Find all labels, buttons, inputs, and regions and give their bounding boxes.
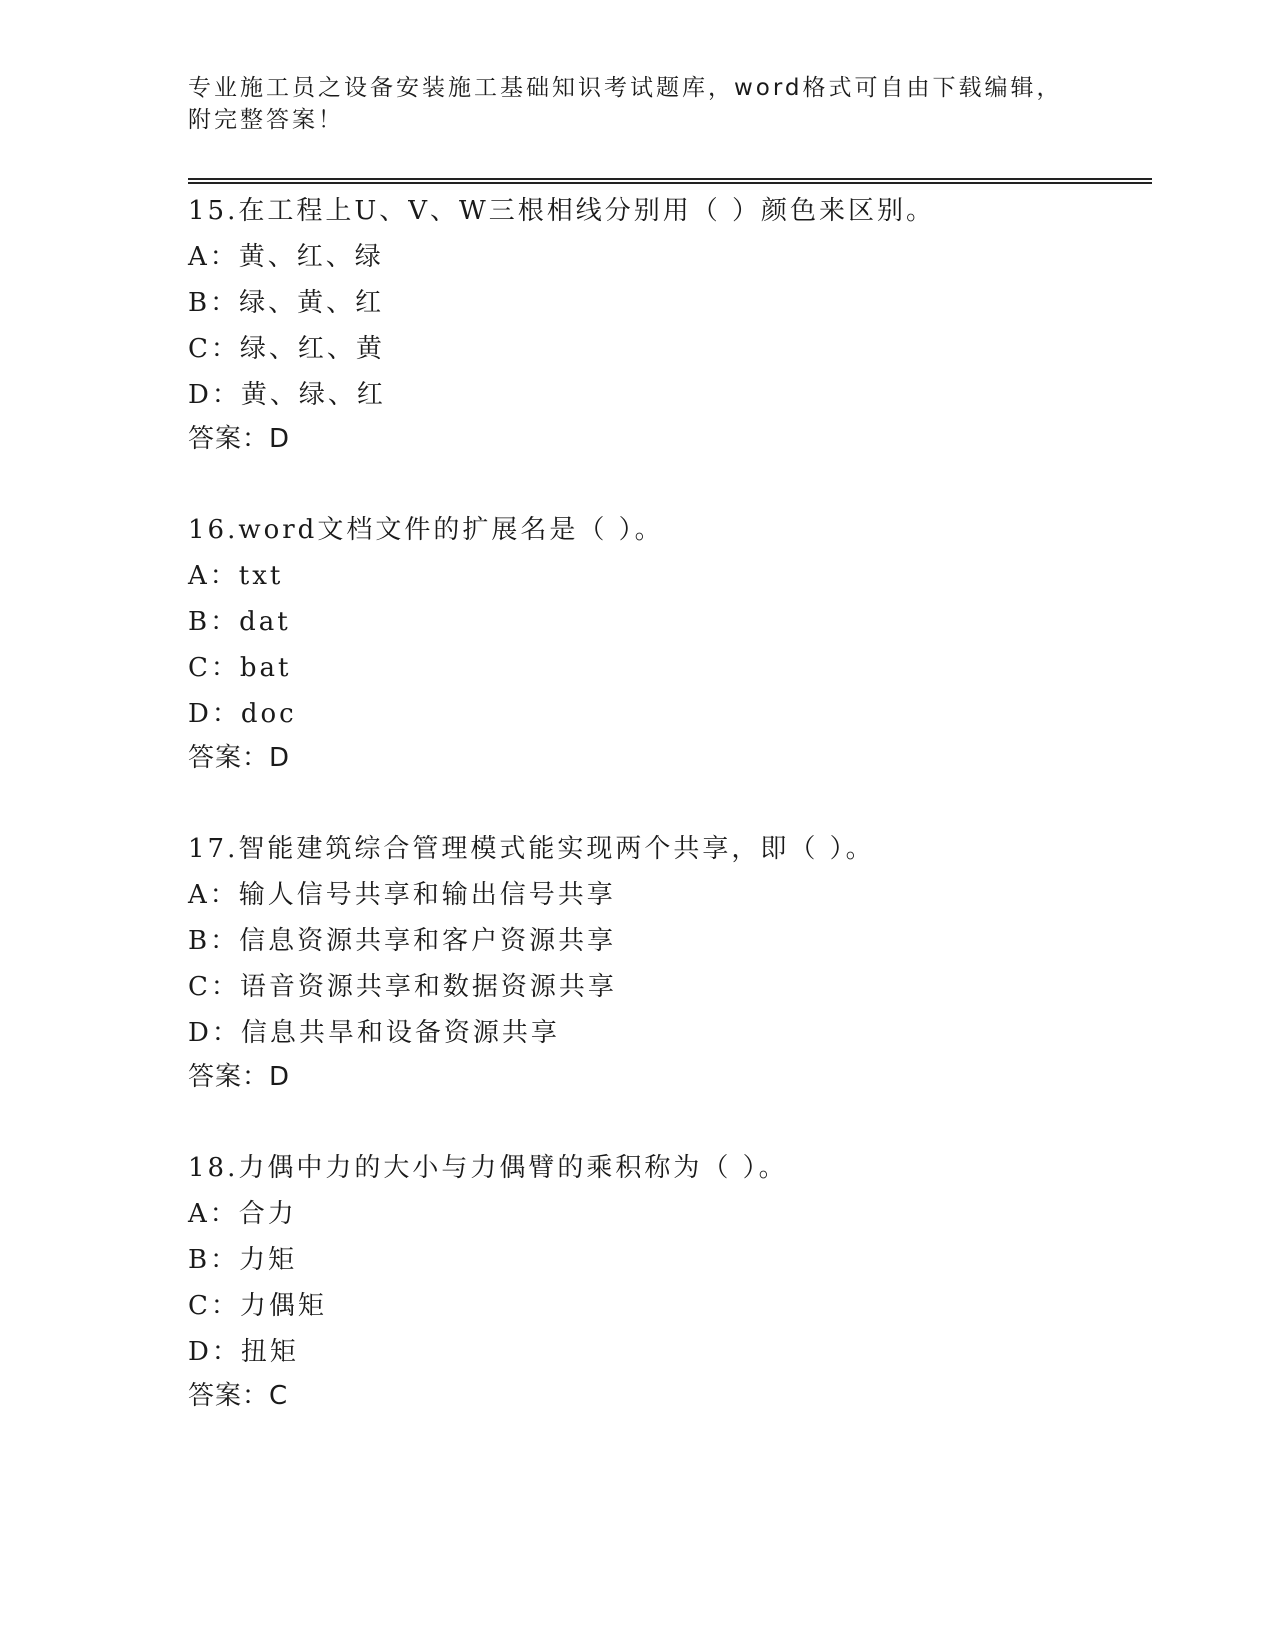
answer: 答案：D [188,424,291,454]
question-17 [188,826,1148,1098]
option-c: C：bat [188,653,292,683]
question-stem: 18.力偶中力的大小与力偶臂的乘积称为（ ）。 [188,1153,788,1183]
question-stem: 15.在工程上U、V、W三根相线分别用（ ）颜色来区别。 [188,196,936,226]
question-15 [188,188,1148,460]
question-18 [188,1145,1148,1417]
option-b: B：dat [188,607,291,637]
option-b: B：力矩 [188,1245,298,1275]
option-d: D：信息共旱和设备资源共享 [188,1018,560,1048]
answer: 答案：C [188,1381,289,1411]
option-c: C：绿、红、黄 [188,334,385,364]
option-c: C：力偶矩 [188,1291,327,1321]
header-divider-top [188,178,1152,180]
answer: 答案：D [188,743,291,773]
question-list [188,188,1148,1464]
option-c: C：语音资源共享和数据资源共享 [188,972,617,1002]
option-d: D：扭矩 [188,1337,299,1367]
answer: 答案：D [188,1062,291,1092]
option-b: B：绿、黄、红 [188,288,385,318]
option-a: A：txt [188,561,284,591]
document-header: 专业施工员之设备安装施工基础知识考试题库，word格式可自由下载编辑，附完整答案！ [188,75,1063,133]
option-a: A：黄、红、绿 [188,242,384,272]
header-divider-bottom [188,182,1152,184]
option-a: A：合力 [188,1199,297,1229]
option-a: A：输人信号共享和输出信号共享 [188,880,616,910]
option-b: B：信息资源共享和客户资源共享 [188,926,617,956]
question-stem: 17.智能建筑综合管理模式能实现两个共享，即（ ）。 [188,834,875,864]
question-stem: 16.word文档文件的扩展名是（ ）。 [188,515,664,545]
question-16 [188,507,1148,779]
option-d: D：黄、绿、红 [188,380,386,410]
option-d: D：doc [188,699,297,729]
